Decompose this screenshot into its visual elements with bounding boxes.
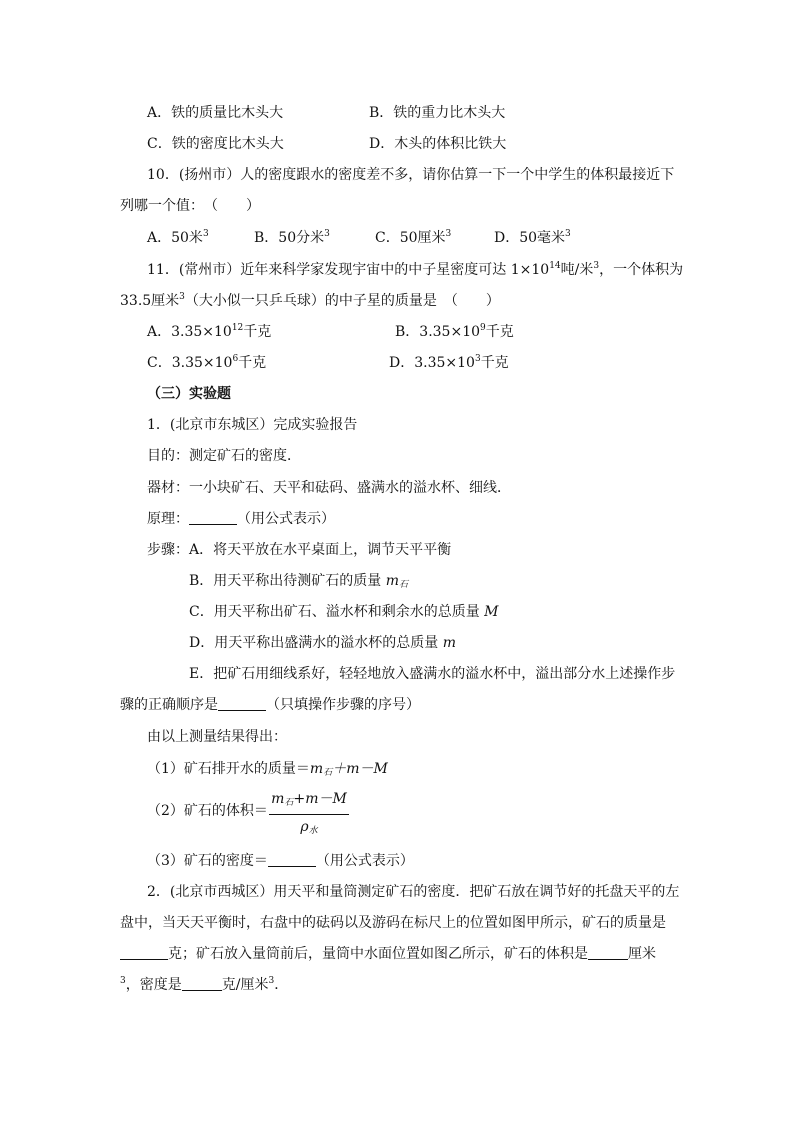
- q11-line-1: 11．(常州市）近年来科学家发现宇宙中的中子星密度可达 $1\times 10^{14}$吨/米$^3$，一个体积为: [147, 261, 684, 278]
- volume-blank: [588, 945, 628, 960]
- q10-line-1: 10．(扬州市）人的密度跟水的密度差不多，请你估算一下一个中学生的体积最接近下: [147, 167, 675, 183]
- density-blank: [268, 852, 316, 867]
- exp1-title: 1．(北京市东城区）完成实验报告: [147, 417, 358, 433]
- exp1-order: 骤的正确顺序是 （只填操作步骤的序号）: [120, 697, 420, 713]
- q9-option-a: A．铁的质量比木头大: [147, 105, 284, 121]
- fraction-numerator: $m_石+m-M$: [271, 791, 347, 808]
- principle-blank: [189, 510, 237, 525]
- exp2-line-2: 盘中，当天天平衡时，右盘中的砝码以及游码在标尺上的位置如图甲所示，矿石的质量是: [120, 915, 666, 931]
- q11-line-2: 33.5厘米$^3$（大小似一只乒乓球）的中子星的质量是 （ ）: [120, 292, 500, 309]
- fraction-bar: [269, 814, 349, 815]
- q11-option-c: C．$3.35\times 10^6$千克: [147, 354, 267, 371]
- exp1-results-intro: 由以上测量结果得出：: [147, 729, 287, 745]
- q10-option-d: D．50毫米$^3$: [494, 229, 571, 246]
- mass-blank: [120, 945, 168, 960]
- exp2-line-4: $^3$，密度是 克/厘米$^3$．: [120, 976, 289, 993]
- q11-option-b: B．$3.35\times 10^9$千克: [395, 323, 514, 340]
- q9-option-c: C．铁的密度比木头大: [147, 136, 284, 152]
- q10-line-2: 列哪一个值： （ ）: [120, 198, 260, 214]
- order-blank: [218, 696, 266, 711]
- q9-option-d: D．木头的体积比铁大: [369, 136, 507, 152]
- volume-fraction: [269, 789, 349, 841]
- exp1-principle: 原理： （用公式表示）: [147, 511, 335, 527]
- exp1-purpose: 目的：测定矿石的密度．: [147, 448, 301, 464]
- density-answer-blank: [182, 976, 222, 991]
- exp1-result-1: （1）矿石排开水的质量$=m_石+m-M$: [147, 761, 388, 778]
- q11-option-d: D．$3.35\times 10^3$千克: [389, 354, 509, 371]
- exp2-line-1: 2．(北京市西城区）用天平和量筒测定矿石的密度．把矿石放在调节好的托盘天平的左: [147, 884, 680, 900]
- exp1-equipment: 器材：一小块矿石、天平和砝码、盛满水的溢水杯、细线．: [147, 480, 511, 496]
- exp1-result-3: （3）矿石的密度＝ （用公式表示）: [147, 853, 414, 869]
- exp2-line-3: 克；矿石放入量筒前后，量筒中水面位置如图乙所示，矿石的体积是 厘米: [120, 944, 656, 964]
- exp1-step-e: E．把矿石用细线系好，轻轻地放入盛满水的溢水杯中，溢出部分水上述操作步: [189, 666, 676, 682]
- exp1-step-a: 步骤：A．将天平放在水平桌面上，调节天平平衡: [147, 542, 452, 558]
- section-heading: （三）实验题: [147, 386, 231, 402]
- exp1-result-2-label: （2）矿石的体积＝: [147, 803, 268, 819]
- q9-option-b: B．铁的重力比木头大: [369, 105, 506, 121]
- q10-option-a: A．50米$^3$: [147, 229, 209, 246]
- q10-option-c: C．50厘米$^3$: [375, 229, 452, 246]
- fraction-denominator: $\rho_水$: [300, 819, 318, 836]
- exp1-step-b: B．用天平称出待测矿石的质量 $m_石$: [189, 573, 409, 590]
- exp1-step-d: D．用天平称出盛满水的溢水杯的总质量 m: [189, 635, 456, 651]
- exp1-step-c: C．用天平称出矿石、溢水杯和剩余水的总质量 M: [189, 604, 499, 620]
- q11-option-a: A．$3.35\times 10^{12}$千克: [147, 323, 272, 340]
- q10-option-b: B．50分米$^3$: [254, 229, 330, 246]
